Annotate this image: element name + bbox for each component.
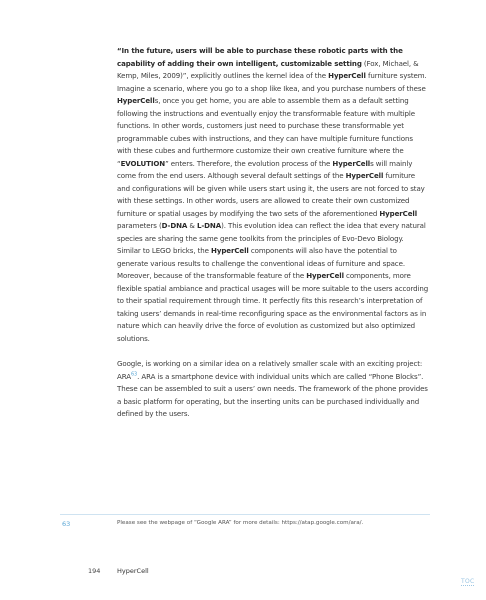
main-text-block [117,45,429,421]
text-run: Google, is working on a similar idea on a relatively smaller scale with an exciting project: ARA [117,359,423,381]
footnote-reference-link[interactable]: 63 [130,371,138,378]
toc-link[interactable]: TOC [461,578,475,585]
text-run: ” enters. Therefore, the evolution process of the [165,158,333,168]
footnote-number: 63 [62,520,71,528]
text-run: . ARA is a smartphone device with individual units which are called “Phone Blocks”. [137,371,424,381]
citation-text: (Fox, Michael, & Kemp, Miles, 2009)”, explicitly outlines the kernel idea of the [117,58,419,80]
text-run: components will also have the potential to generate various results to challenge the conventional ideas of furniture and space. Moreover, because of the transformable feature of the [117,246,405,280]
term-hypercell: HyperCell [211,246,249,255]
text-run: parameters ( [117,221,162,230]
term-l-dna: L-DNA [196,221,222,230]
paragraph-google-ara [117,358,429,421]
paragraph-phone-framework: These can be assembled to suit a users’ own needs. The framework of the phone provides a basic platform for operating, but the inserting units can be purchased individually and defined by the users. [117,384,428,418]
term-d-dna: D-DNA [161,221,188,230]
footnote-divider [60,514,430,515]
paragraph-hypercell-evolution [117,45,429,345]
term-hypercell: HyperCell [306,271,344,280]
text-run: furniture and configurations will be given while users start using it, the users are not forced to stay with these settings. In other words, users are allowed to create their own customized furniture or spatial usages by modifying the two sets of the aforementioned [117,171,425,218]
text-run: ). This evolution idea can reflect the idea that every natural species are sharing the same gene toolkits from the principles of Evo-Devo Biology. Similar to LEGO bricks, the [117,221,426,255]
term-hypercell: HyperCell [117,96,155,105]
term-hypercell: HyperCell [328,71,366,80]
page-number: 194 [88,567,101,575]
text-run: furniture system. Imagine a scenario, where you go to a shop like Ikea, and you purchase numbers of these [117,71,427,93]
term-evolution: EVOLUTION [120,158,166,168]
text-run: & [187,221,197,230]
term-hypercell: HyperCell [345,171,384,180]
text-run: s will mainly come from the end users. Although several default settings of the [117,158,413,180]
text-run: components, more flexible spatial ambiance and practical usages will be more suitable to the users according to their spatial requirement through time. It perfectly fits this research’s interpretation of taking users’ demands in real-time reconfiguring space as the environmental factors as in nature which can heavily drive the force of evolution as customized but also optimized solutions. [117,271,429,343]
running-title: HyperCell [117,567,149,575]
text-run: s, once you get home, you are able to assemble them as a default setting following the instructions and eventually enjoy the transformable feature with multiple functions. In other words, customers just need to purchase these transformable yet programmable cubes with instructions, and they can have multiple furniture functions with these cubes and furthermore customize their own creative furniture where the “ [117,96,416,168]
term-hypercell: HyperCell [379,208,418,218]
quote-text: “In the future, users will be able to purchase these robotic parts with the capability of adding their own intelligent, customizable setting [117,46,403,68]
footnote-text: Please see the webpage of “Google ARA” for more details: https://atap.google.com/ara/. [117,520,364,526]
term-hypercell: HyperCell [332,158,371,168]
